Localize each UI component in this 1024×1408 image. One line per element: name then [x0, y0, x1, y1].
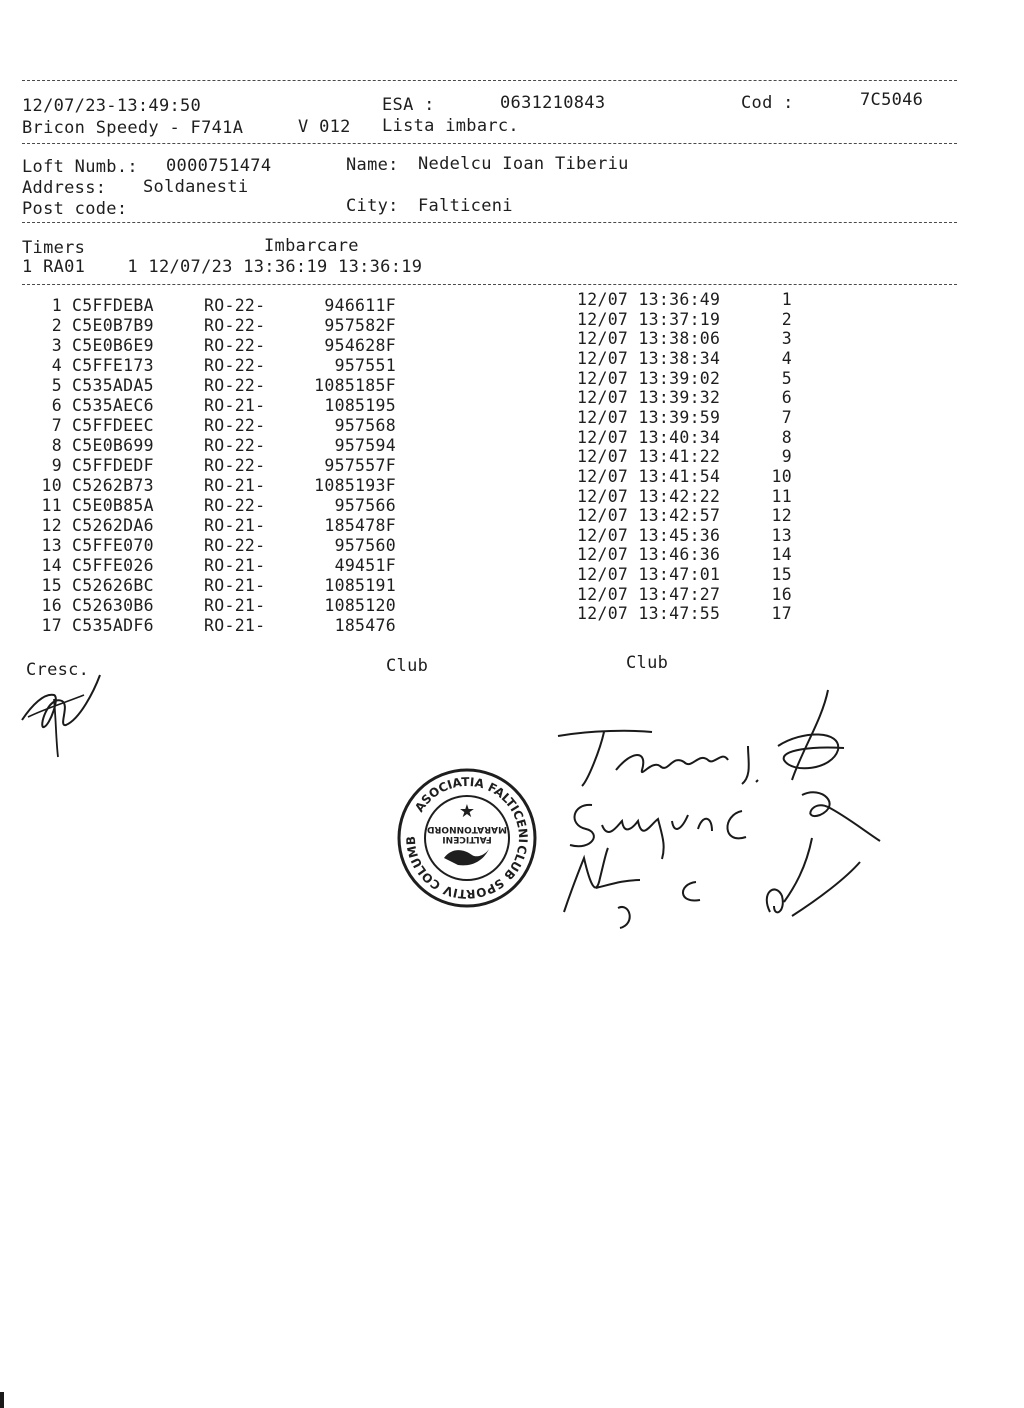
bird-arrival-time: 12/07 13:42:22	[577, 486, 721, 506]
bird-country-year: RO-22-	[204, 496, 266, 515]
stamp-side-text: ASOCIATIA FALTICENI	[412, 774, 531, 844]
bird-arrival-time: 12/07 13:41:22	[577, 447, 721, 467]
bird-arrival-time: 12/07 13:39:32	[577, 388, 721, 408]
bird-arrival-time: 12/07 13:41:54	[577, 466, 721, 486]
bird-arrival-time: 12/07 13:40:34	[577, 427, 721, 447]
bird-arrival-time: 12/07 13:38:34	[577, 348, 721, 368]
bird-index: 16	[41, 596, 62, 615]
bird-index: 8	[51, 436, 62, 455]
bird-arrival-time: 12/07 13:47:55	[577, 604, 721, 624]
breeder-signature	[14, 665, 114, 765]
bird-ring-number: 1085120	[324, 596, 396, 615]
bird-order: 12	[771, 506, 792, 526]
bird-order: 9	[781, 447, 792, 467]
esa-label: ESA :	[382, 95, 435, 115]
stamp-outer-text: CLUB SPORTIV COLUMBOFIL	[386, 752, 530, 902]
bird-country-year: RO-22-	[204, 336, 266, 355]
bird-order: 5	[781, 368, 792, 388]
bird-order: 17	[771, 604, 792, 624]
bird-ring-id: C5FFDEEC	[72, 416, 154, 435]
owner-name: Nedelcu Ioan Tiberiu	[418, 154, 629, 174]
bird-arrival-time: 12/07 13:45:36	[577, 525, 721, 545]
bird-ring-number: 957568	[334, 416, 396, 435]
bird-arrival-time: 12/07 13:38:06	[577, 329, 721, 349]
bird-country-year: RO-22-	[204, 456, 266, 475]
bird-order: 11	[771, 486, 792, 506]
bird-ring-id: C5E0B7B9	[72, 316, 154, 335]
stamp-center-text-1: MARATONNORD	[426, 824, 508, 834]
table-row	[0, 368, 1024, 396]
club-stamp	[386, 752, 542, 913]
bird-ring-id: C5262DA6	[72, 516, 154, 535]
bird-ring-number: 957594	[334, 436, 396, 455]
esa-value: 0631210843	[500, 93, 606, 113]
bird-ring-id: C5FFDEDF	[72, 456, 154, 475]
bird-order: 16	[771, 584, 792, 604]
bird-arrival-time: 12/07 13:39:59	[577, 407, 721, 427]
bird-ring-id: C52626BC	[72, 576, 154, 595]
bird-country-year: RO-22-	[204, 296, 266, 315]
bird-order: 4	[781, 348, 792, 368]
bird-index: 7	[51, 416, 62, 435]
bird-country-year: RO-21-	[204, 556, 266, 575]
bird-index: 11	[41, 496, 62, 515]
bird-country-year: RO-21-	[204, 476, 266, 495]
bird-ring-id: C535ADA5	[72, 376, 154, 395]
address-label: Address:	[22, 178, 107, 198]
bird-ring-id: C52630B6	[72, 596, 154, 615]
bird-order: 10	[771, 466, 792, 486]
bird-order: 7	[781, 407, 792, 427]
bird-arrival-time: 12/07 13:47:27	[577, 584, 721, 604]
name-label: Name:	[346, 155, 399, 175]
bird-ring-id: C5E0B85A	[72, 496, 154, 515]
postcode-label: Post code:	[22, 199, 128, 219]
rule-timers	[22, 284, 957, 285]
bird-order: 14	[771, 545, 792, 565]
stamp-center-text-2: FALTICENI	[442, 834, 492, 844]
club-label-2: Club	[626, 653, 669, 673]
bird-country-year: RO-21-	[204, 516, 266, 535]
bird-ring-number: 957560	[334, 536, 396, 555]
bird-ring-id: C5262B73	[72, 476, 154, 495]
table-row	[0, 348, 1024, 376]
signature-tamas	[552, 690, 852, 790]
bird-ring-number: 185478F	[324, 516, 396, 535]
table-row	[0, 506, 1024, 536]
bird-arrival-time: 12/07 13:36:49	[577, 290, 721, 309]
svg-text:★: ★	[458, 801, 476, 822]
table-row	[0, 290, 1024, 316]
bird-arrival-time: 12/07 13:47:01	[577, 565, 721, 585]
bird-ring-id: C5FFE173	[72, 356, 154, 375]
bird-index: 4	[51, 356, 62, 375]
bird-ring-number: 957551	[334, 356, 396, 375]
scan-edge-mark	[0, 1392, 4, 1408]
bird-ring-number: 49451F	[334, 556, 396, 575]
bird-ring-number: 1085193F	[314, 476, 396, 495]
rule-top	[22, 80, 957, 81]
bird-ring-id: C5E0B699	[72, 436, 154, 455]
rule-header	[22, 143, 957, 144]
bird-index: 1	[51, 296, 62, 315]
bird-country-year: RO-21-	[204, 616, 266, 635]
bird-country-year: RO-21-	[204, 396, 266, 415]
bird-ring-number: 957566	[334, 496, 396, 515]
table-row	[0, 309, 1024, 336]
bird-arrival-time: 12/07 13:37:19	[577, 309, 721, 329]
bird-index: 12	[41, 516, 62, 535]
bird-ring-number: 185476	[334, 616, 396, 635]
timers-label: Timers	[22, 238, 86, 258]
bird-index: 15	[41, 576, 62, 595]
bird-ring-number: 1085191	[324, 576, 396, 595]
bird-index: 17	[41, 616, 62, 635]
bird-ring-number: 946611F	[324, 296, 396, 315]
bird-arrival-time: 12/07 13:42:57	[577, 506, 721, 526]
bird-ring-id: C5E0B6E9	[72, 336, 154, 355]
bird-order: 2	[781, 309, 792, 329]
table-row	[0, 407, 1024, 436]
bird-ring-id: C5FFE070	[72, 536, 154, 555]
timer-line: 1 RA01 1 12/07/23 13:36:19 13:36:19	[22, 257, 423, 277]
bird-order: 3	[781, 329, 792, 349]
cod-label: Cod :	[741, 93, 794, 113]
address-value: Soldanesti	[143, 177, 249, 197]
rule-owner	[22, 222, 957, 223]
bird-arrival-time: 12/07 13:46:36	[577, 545, 721, 565]
bird-order: 6	[781, 388, 792, 408]
bird-index: 14	[41, 556, 62, 575]
bird-arrival-time: 12/07 13:39:02	[577, 368, 721, 388]
table-row	[0, 486, 1024, 516]
bird-country-year: RO-21-	[204, 576, 266, 595]
bird-ring-number: 957582F	[324, 316, 396, 335]
bird-ring-number: 1085185F	[314, 376, 396, 395]
list-title: Lista imbarc.	[382, 116, 519, 136]
bird-index: 3	[51, 336, 62, 355]
imbarcare-label: Imbarcare	[264, 236, 359, 256]
bird-order: 15	[771, 565, 792, 585]
print-timestamp: 12/07/23-13:49:50	[22, 96, 202, 116]
bird-index: 9	[51, 456, 62, 475]
bird-order: 13	[771, 525, 792, 545]
bird-ring-number: 1085195	[324, 396, 396, 415]
bird-index: 5	[51, 376, 62, 395]
city-value: Falticeni	[418, 196, 513, 216]
bird-ring-id: C5FFDEBA	[72, 296, 154, 315]
bird-country-year: RO-22-	[204, 316, 266, 335]
device-version: V 012	[298, 117, 351, 137]
bird-order: 1	[781, 290, 792, 309]
bird-country-year: RO-22-	[204, 436, 266, 455]
signature-nita	[560, 828, 870, 938]
bird-country-year: RO-22-	[204, 356, 266, 375]
bird-order: 8	[781, 427, 792, 447]
device-name: Bricon Speedy - F741A	[22, 118, 244, 138]
bird-index: 10	[41, 476, 62, 495]
table-row	[0, 388, 1024, 416]
bird-country-year: RO-21-	[204, 596, 266, 615]
table-row	[0, 466, 1024, 496]
bird-ring-number: 957557F	[324, 456, 396, 475]
bird-country-year: RO-22-	[204, 416, 266, 435]
bird-country-year: RO-22-	[204, 376, 266, 395]
bird-index: 6	[51, 396, 62, 415]
city-label: City:	[346, 196, 399, 216]
bird-ring-id: C535ADF6	[72, 616, 154, 635]
table-row	[0, 329, 1024, 356]
bird-index: 2	[51, 316, 62, 335]
bird-country-year: RO-22-	[204, 536, 266, 555]
bird-index: 13	[41, 536, 62, 555]
table-row	[0, 427, 1024, 456]
cod-value: 7C5046	[860, 90, 924, 110]
table-row	[0, 447, 1024, 476]
cresc-label: Cresc.	[26, 660, 90, 680]
loft-label: Loft Numb.:	[22, 157, 138, 177]
club-label-1: Club	[386, 656, 429, 676]
loft-number: 0000751474	[166, 156, 272, 176]
bird-ring-id: C535AEC6	[72, 396, 154, 415]
bird-ring-number: 954628F	[324, 336, 396, 355]
bird-ring-id: C5FFE026	[72, 556, 154, 575]
